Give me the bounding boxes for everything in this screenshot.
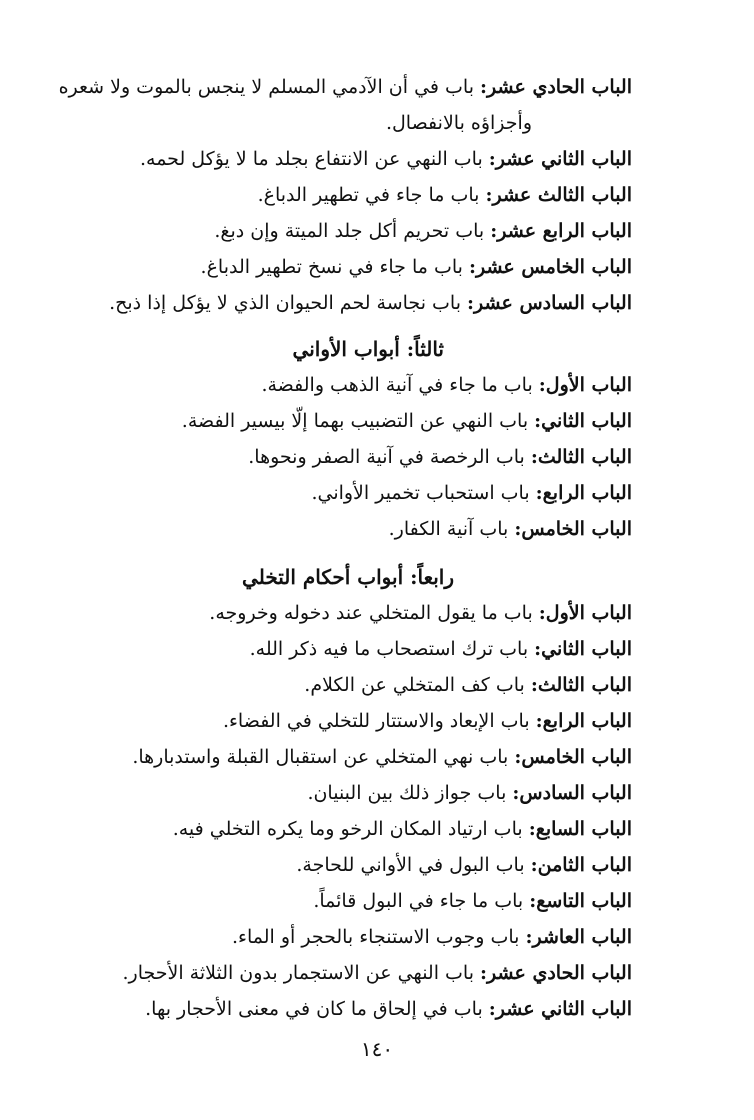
chapter-line: الباب الخامس: باب آنية الكفار. — [388, 518, 632, 540]
chapter-line: الباب الثاني: باب النهي عن التضبيب بهما إلّا بيسير الفضة. — [181, 410, 632, 432]
page-number: ١٤٠ — [360, 1037, 394, 1061]
chapter-line: الباب الأول: باب ما يقول المتخلي عند دخوله وخروجه. — [209, 602, 632, 624]
chapter-line: الباب الثاني عشر: باب في إلحاق ما كان في معنى الأحجار بها. — [145, 998, 632, 1020]
chapter-line: الباب الثالث: باب كف المتخلي عن الكلام. — [304, 674, 632, 696]
chapter-line: الباب الرابع: باب الإبعاد والاستتار للتخلي في الفضاء. — [222, 710, 632, 732]
chapter-line: الباب التاسع: باب ما جاء في البول قائماً. — [313, 890, 632, 912]
chapter-line: الباب الحادي عشر: باب في أن الآدمي المسلم لا ينجس بالموت ولا شعره — [58, 76, 632, 98]
chapter-line: الباب الثاني: باب ترك استصحاب ما فيه ذكر الله. — [249, 638, 632, 660]
section-heading: ثالثاً: أبواب الأواني — [292, 337, 444, 361]
chapter-line: الباب الرابع: باب استحباب تخمير الأواني. — [311, 482, 632, 504]
chapter-line: الباب الثامن: باب البول في الأواني للحاجة. — [296, 854, 632, 876]
chapter-line: الباب الحادي عشر: باب النهي عن الاستجمار بدون الثلاثة الأحجار. — [122, 962, 632, 984]
chapter-line: الباب الخامس عشر: باب ما جاء في نسخ تطهير الدباغ. — [200, 256, 632, 278]
chapter-line: الباب السادس: باب جواز ذلك بين البنيان. — [307, 782, 632, 804]
chapter-line: الباب الأول: باب ما جاء في آنية الذهب والفضة. — [261, 374, 632, 396]
chapter-line: الباب السابع: باب ارتياد المكان الرخو وما يكره التخلي فيه. — [172, 818, 632, 840]
chapter-line: الباب الثالث: باب الرخصة في آنية الصفر ونحوها. — [248, 446, 632, 468]
chapter-line: الباب الثاني عشر: باب النهي عن الانتفاع بجلد ما لا يؤكل لحمه. — [139, 148, 632, 170]
section-heading: رابعاً: أبواب أحكام التخلي — [242, 565, 454, 589]
chapter-line: الباب الرابع عشر: باب تحريم أكل جلد الميتة وإن دبغ. — [214, 220, 632, 242]
chapter-line: الباب الثالث عشر: باب ما جاء في تطهير الدباغ. — [257, 184, 632, 206]
chapter-line-continuation: وأجزاؤه بالانفصال. — [385, 112, 532, 134]
chapter-line: الباب الخامس: باب نهي المتخلي عن استقبال القبلة واستدبارها. — [132, 746, 632, 768]
chapter-line: الباب العاشر: باب وجوب الاستنجاء بالحجر أو الماء. — [231, 926, 632, 948]
chapter-line: الباب السادس عشر: باب نجاسة لحم الحيوان الذي لا يؤكل إذا ذبح. — [109, 292, 632, 314]
